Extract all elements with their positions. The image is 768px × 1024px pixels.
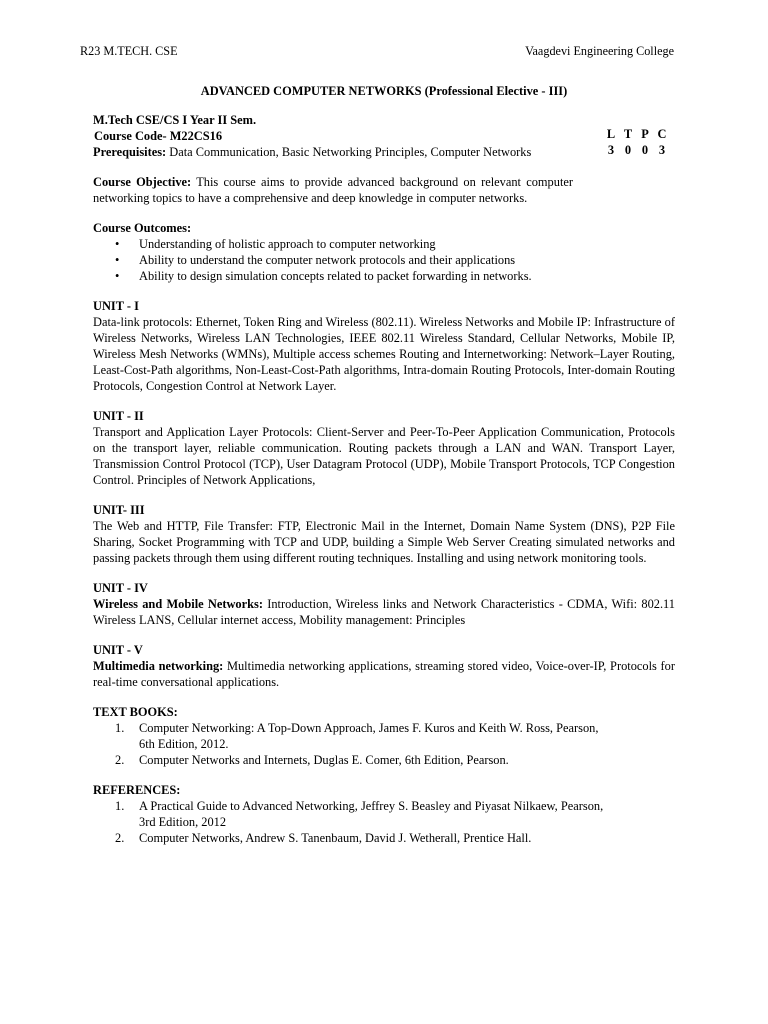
unit-3	[93, 502, 675, 566]
ltpc-label-l: L	[606, 127, 616, 141]
ltpc-label-p: P	[641, 127, 649, 141]
text-books	[93, 704, 675, 768]
unit-text: Multimedia networking applications, streaming stored video, Voice-over-IP, Protocols for real-time conversational applications.	[93, 659, 675, 689]
syllabus-content	[93, 112, 675, 846]
reference-item	[93, 830, 675, 846]
reference-item	[93, 798, 619, 830]
references-heading: REFERENCES:	[93, 783, 181, 797]
item-number: 2.	[115, 753, 125, 767]
objective-label: Course Objective:	[93, 175, 192, 189]
unit-heading: UNIT - II	[93, 409, 144, 423]
item-text: Computer Networks, Andrew S. Tanenbaum, David J. Wetherall, Prentice Hall.	[139, 831, 532, 845]
program-line: M.Tech CSE/CS I Year II Sem.	[93, 113, 257, 127]
prerequisites	[93, 144, 675, 160]
unit-2	[93, 408, 675, 488]
outcome-item: • Ability to design simulation concepts related to packet forwarding in networks.	[93, 268, 675, 284]
unit-text: Introduction, Wireless links and Network Characteristics - CDMA, Wifi: 802.11 Wireless LANS, Cellular internet access, Mobility management: Principles	[93, 597, 675, 627]
outcome-item: • Understanding of holistic approach to computer networking	[93, 236, 675, 252]
textbook-item	[93, 752, 675, 768]
item-number: 1.	[115, 721, 125, 735]
course-title: ADVANCED COMPUTER NETWORKS (Professional Elective - III)	[200, 84, 568, 98]
unit-heading: UNIT - I	[93, 299, 139, 313]
textbooks-heading: TEXT BOOKS:	[93, 705, 178, 719]
course-code: Course Code- M22CS16	[94, 129, 223, 143]
header-program: R23 M.TECH. CSE	[80, 44, 178, 58]
ltpc-value-c: 3	[658, 143, 666, 157]
unit-heading: UNIT - V	[93, 643, 143, 657]
ltpc-label-t: T	[623, 127, 633, 141]
unit-heading: UNIT - IV	[93, 581, 148, 595]
ltpc-value-p: 0	[641, 143, 649, 157]
unit-text: The Web and HTTP, File Transfer: FTP, Electronic Mail in the Internet, Domain Name System (DNS), P2P File Sharing, Socket Programming with TCP and UDP, building a Simple Web Server Creating simulated networks and passing packets through them using different routing techniques. Installing and using network monitoring tools.	[93, 519, 675, 565]
item-text: Computer Networking: A Top-Down Approach, James F. Kuros and Keith W. Ross, Pearson, 6th Edition, 2012.	[139, 721, 599, 751]
textbooks-list	[93, 720, 675, 768]
outcomes-list	[93, 236, 675, 284]
unit-1	[93, 298, 675, 394]
course-outcomes	[93, 220, 675, 284]
references-list	[93, 798, 675, 846]
unit-heading: UNIT- III	[93, 503, 145, 517]
outcomes-label: Course Outcomes:	[93, 221, 192, 235]
item-text: A Practical Guide to Advanced Networking, Jeffrey S. Beasley and Piyasat Nilkaew, Pearson, 3rd Edition, 2012	[139, 799, 604, 829]
textbook-item	[93, 720, 609, 752]
unit-lead: Multimedia networking:	[93, 659, 224, 673]
objective-text: This course aims to provide advanced background on relevant computer networking topics to have a comprehensive and deep knowledge in computer networks.	[93, 175, 574, 205]
prerequisites-label: Prerequisites:	[93, 145, 167, 159]
unit-body	[93, 658, 675, 690]
item-number: 1.	[115, 799, 125, 813]
unit-lead: Wireless and Mobile Networks:	[93, 597, 263, 611]
prerequisites-text: Data Communication, Basic Networking Principles, Computer Networks	[169, 145, 532, 159]
ltpc-value-t: 0	[624, 143, 632, 157]
unit-5	[93, 642, 675, 690]
outcome-item: • Ability to understand the computer network protocols and their applications	[93, 252, 675, 268]
references	[93, 782, 675, 846]
course-objective	[93, 174, 573, 206]
ltpc-value-l: 3	[607, 143, 615, 157]
item-number: 2.	[115, 831, 125, 845]
unit-text: Data-link protocols: Ethernet, Token Ring and Wireless (802.11). Wireless Networks and Mobile IP: Infrastructure of Wireless Networks, Wireless LAN Technologies, IEEE 802.11 Wireless Standard, Cellular Networks, Mobile IP, Wireless Mesh Networks (WMNs), Multiple access schemes Routing and Internetworking: Network–Layer Routing, Least-Cost-Path algorithms, Non-Least-Cost-Path algorithms, Intra-domain Routing Protocols, Inter-domain Routing Protocols, Congestion Control at Network Layer.	[93, 315, 675, 393]
header-college: Vaagdevi Engineering College	[525, 44, 674, 58]
unit-4	[93, 580, 675, 628]
unit-body	[93, 596, 675, 628]
unit-text: Transport and Application Layer Protocols: Client-Server and Peer-To-Peer Application Communication, Protocols on the transport layer, reliable communication. Routing packets through a LAN and WAN. Transport Layer, Transmission Control Protocol (TCP), User Datagram Protocol (UDP), Mobile Transport Protocols, TCP Congestion Control. Principles of Network Applications,	[93, 425, 675, 487]
ltpc-label-c: C	[657, 127, 667, 141]
item-text: Computer Networks and Internets, Duglas E. Comer, 6th Edition, Pearson.	[139, 753, 509, 767]
